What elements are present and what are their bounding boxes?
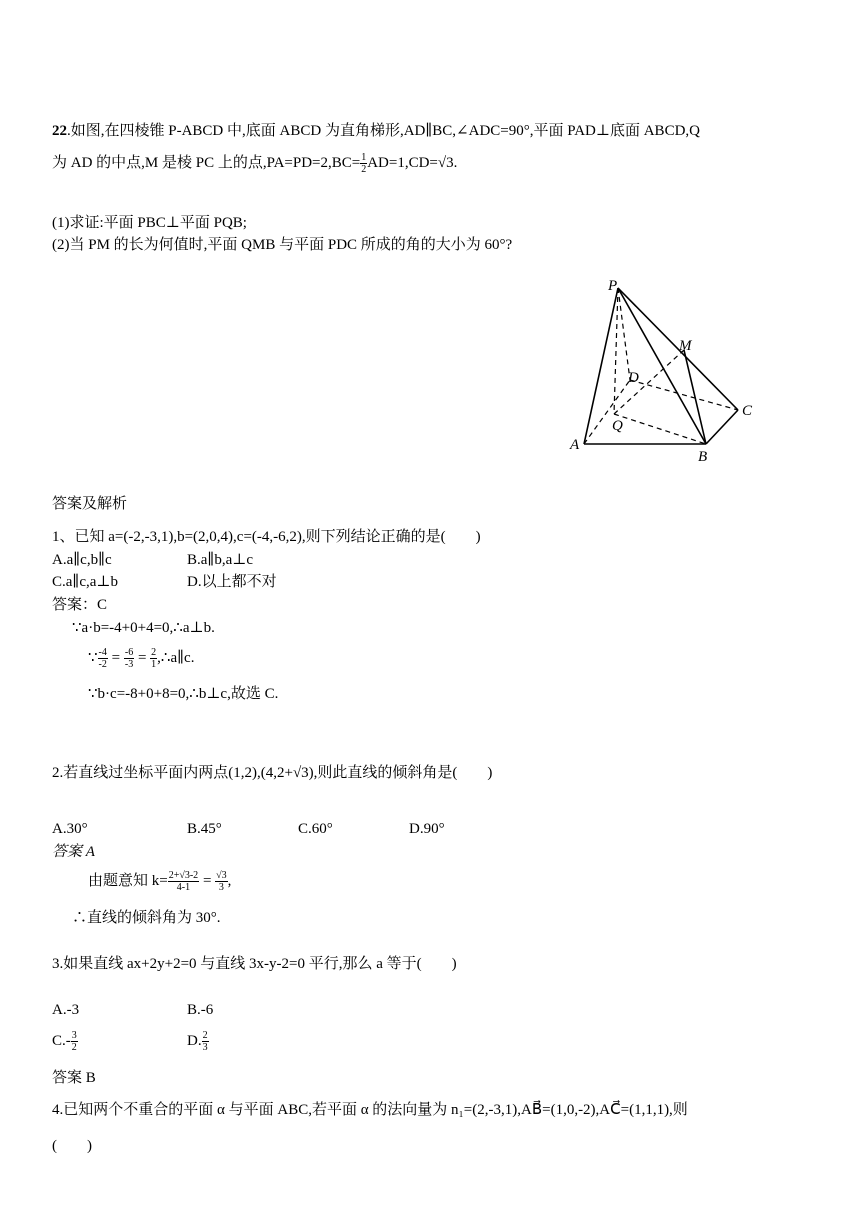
q2-solution-2: ∴直线的倾斜角为 30°. bbox=[72, 910, 221, 926]
edge-QM bbox=[614, 350, 684, 414]
q2-stem: 2.若直线过坐标平面内两点(1,2),(4,2+√3),则此直线的倾斜角是( ) bbox=[52, 765, 493, 781]
edge-BC bbox=[706, 410, 738, 444]
q4-stem: 4.已知两个不重合的平面 α 与平面 ABC,若平面 α 的法向量为 n₁=(2,-3,1),AB⃗=(1,0,-2),AC⃗=(1,1,1),则 bbox=[52, 1102, 688, 1118]
edge-PB bbox=[618, 288, 706, 444]
problem-22-line2 bbox=[52, 152, 457, 175]
q2-option-d: D.90° bbox=[409, 821, 445, 837]
q1-option-c: C.a∥c,a⊥b bbox=[52, 574, 119, 590]
q1-solution-1: ∵a·b=-4+0+4=0,∴a⊥b. bbox=[72, 620, 215, 636]
problem-22-text-2a: 为 AD 的中点,M 是棱 PC 上的点,PA=PD=2,BC= bbox=[52, 154, 361, 171]
problem-number: 22 bbox=[52, 123, 67, 139]
problem-22-line1 bbox=[52, 122, 700, 142]
q1-stem: 1、已知 a=(-2,-3,1),b=(2,0,4),c=(-4,-6,2),则下列结论正确的是( ) bbox=[52, 529, 481, 545]
q1-answer: 答案：C bbox=[52, 597, 108, 613]
q1-option-d: D.以上都不对 bbox=[187, 574, 277, 590]
problem-22-part2: (2)当 PM 的长为何值时,平面 QMB 与平面 PDC 所成的角的大小为 60°? bbox=[52, 237, 513, 253]
label-Q: Q bbox=[612, 418, 623, 434]
label-D: D bbox=[628, 370, 639, 386]
label-M: M bbox=[679, 338, 692, 354]
problem-22-text-1: .如图,在四棱锥 P-ABCD 中,底面 ABCD 为直角梯形,AD∥BC,∠ADC=90°,平面 PAD⊥底面 ABCD,Q bbox=[67, 123, 700, 139]
q1-option-b: B.a∥b,a⊥c bbox=[187, 552, 254, 568]
label-B: B bbox=[698, 449, 708, 464]
q2-option-c: C.60° bbox=[298, 821, 333, 837]
q3-option-b: B.-6 bbox=[187, 1002, 214, 1018]
pyramid-figure bbox=[566, 274, 766, 464]
q3-option-c: C.- $\frac{3}{2}$ bbox=[52, 1030, 77, 1053]
answers-heading: 答案及解析 bbox=[52, 495, 128, 512]
q3-answer: 答案 B bbox=[52, 1070, 96, 1086]
problem-22-text-2b: AD=1,CD=√3. bbox=[367, 154, 458, 171]
q2-option-a: A.30° bbox=[52, 821, 88, 837]
q3-option-d: D. $\frac{2}{3}$ bbox=[187, 1030, 208, 1053]
edge-PC bbox=[618, 288, 738, 410]
q2-answer: 答案 A bbox=[52, 844, 95, 860]
q2-option-b: B.45° bbox=[187, 821, 222, 837]
label-C: C bbox=[742, 403, 753, 419]
q1-solution-3: ∵b·c=-8+0+8=0,∴b⊥c,故选 C. bbox=[88, 686, 279, 702]
q2-solution-1: 由题意知 k= $\frac{2+√3-2}{4-1}$ = $\frac{√3}{3}$ , bbox=[88, 870, 232, 893]
fraction-half: $\frac{1}{2}$ bbox=[361, 152, 367, 175]
label-P: P bbox=[608, 278, 618, 294]
q1-solution-2: ∵ $\frac{-4}{-2}$ = $\frac{-6}{-3}$ = $\frac{2}{1}$ ,∴a∥c. bbox=[88, 647, 195, 670]
edge-PD bbox=[618, 288, 630, 380]
problem-22-part1: (1)求证:平面 PBC⊥平面 PQB; bbox=[52, 215, 247, 231]
q4-paren: ( ) bbox=[52, 1138, 92, 1154]
q1-option-a: A.a∥c,b∥c bbox=[52, 552, 112, 568]
label-A: A bbox=[570, 437, 580, 453]
edge-MB bbox=[684, 350, 706, 444]
q3-option-a: A.-3 bbox=[52, 1002, 80, 1018]
q3-stem: 3.如果直线 ax+2y+2=0 与直线 3x-y-2=0 平行,那么 a 等于( ) bbox=[52, 956, 457, 972]
